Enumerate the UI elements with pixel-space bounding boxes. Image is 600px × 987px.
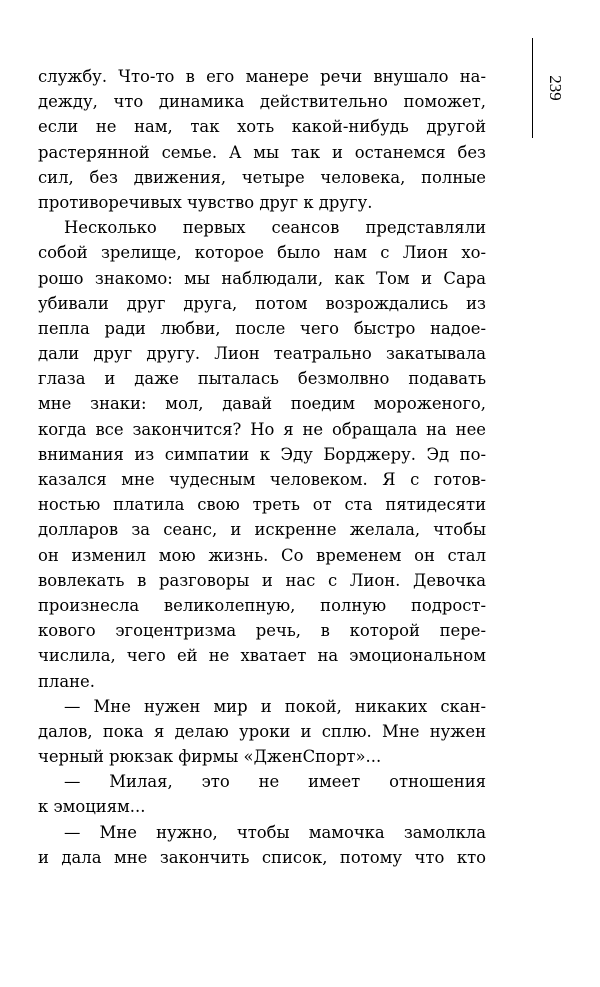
text-line: внимания из симпатии к Эду Борджеру. Эд по- [38,444,486,464]
text-line: ностью платила свою треть от ста пятидесяти [38,495,486,515]
text-line: глаза и даже пыталась безмолвно подавать [38,369,486,389]
text-line: — Мне нужен мир и покой, никаких скан- [64,696,486,716]
page-number-rule [532,38,533,138]
text-line: сил, без движения, четыре человека, полные [38,167,486,187]
text-line: мне знаки: мол, давай поедим мороженого, [38,394,486,414]
text-line: далов, пока я делаю уроки и сплю. Мне нужен [38,721,486,741]
text-line: пепла ради любви, после чего быстро надое- [38,318,486,338]
text-line: казался мне чудесным человеком. Я с готов- [38,470,486,489]
text-line: числила, чего ей не хватает на эмоциональном [38,646,486,666]
text-line: к эмоциям... [38,797,146,817]
text-line: рошо знакомо: мы наблюдали, как Том и Сара [38,268,486,288]
text-line: когда все закончится? Но я не обращала на нее [38,419,486,439]
page-number: 239 [546,75,565,101]
text-line: дали друг другу. Лион театрально закатывала [38,344,486,364]
text-line: произнесла великолепную, полную подрост- [38,595,486,615]
text-line: — Милая, это не имеет отношения [64,772,486,792]
text-line: убивали друг друга, потом возрождались из [38,293,486,313]
text-line: Несколько первых сеансов представляли [64,218,486,238]
text-line: растерянной семье. А мы так и останемся без [38,142,486,162]
text-line: кового эгоцентризма речь, в которой пере- [38,621,486,641]
text-line: вовлекать в разговоры и нас с Лион. Девочка [38,570,486,590]
text-line: черный рюкзак фирмы «ДженСпорт»... [38,747,382,767]
text-line: противоречивых чувство друг к другу. [38,192,373,212]
text-line: — Мне нужно, чтобы мамочка замолкла [64,822,486,842]
text-line: плане. [38,671,95,691]
text-line: и дала мне закончить список, потому что кто [38,847,486,867]
text-line: если не нам, так хоть какой-нибудь другой [38,117,486,137]
body-text [38,64,486,870]
text-line: долларов за сеанс, и искренне желала, чтобы [38,520,486,540]
text-line: дежду, что динамика действительно поможет, [38,92,486,112]
text-line: собой зрелище, которое было нам с Лион хо- [38,243,486,263]
text-line: службу. Что-то в его манере речи внушало на- [38,67,486,86]
text-line: он изменил мою жизнь. Со временем он стал [38,545,486,565]
